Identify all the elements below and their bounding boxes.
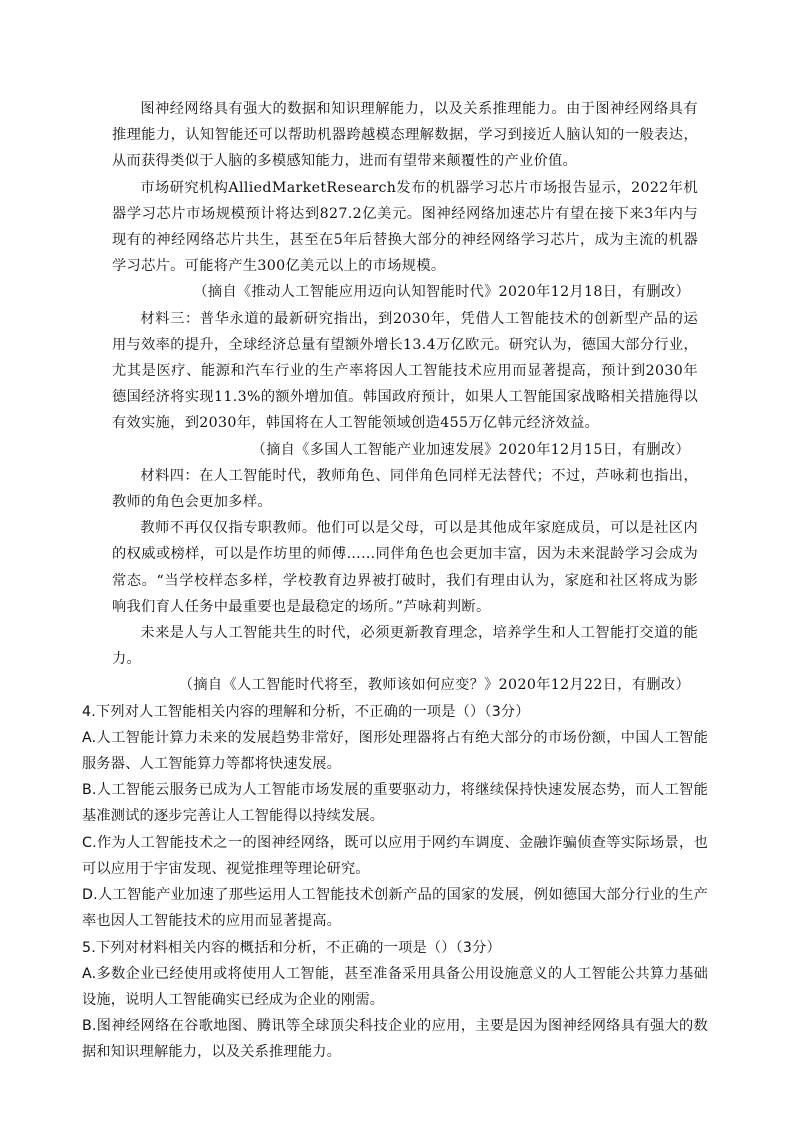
passage-paragraph: 教师不再仅仅指专职教师。他们可以是父母，可以是其他成年家庭成员，可以是社区内的权威或榜样，可以是作坊里的师傅……同伴角色也会更加丰富，因为未来混龄学习会成为常态。“当学校样态多样，学校教育边界被打破时，我们有理由认为，家庭和社区将成为影响我们育人任务中最重要也是最稳定的场所。”芦咏莉判断。 [112,520,698,615]
source-citation: （摘自《多国人工智能产业加速发展》2020年12月15日，有删改） [251,441,690,458]
question-4-option-c: C.作为人工智能技术之一的图神经网络，既可以应用于网约车调度、金融诈骗侦查等实际场景，也可以应用于宇宙发现、视觉推理等理论研究。 [82,834,708,877]
passage-paragraph: 市场研究机构AlliedMarketResearch发布的机器学习芯片市场报告显示，2022年机器学习芯片市场规模预计将达到827.2亿美元。图神经网络加速芯片有望在接下来3年内与现有的神经网络芯片共生，甚至在5年后替换大部分的神经网络学习芯片，成为主流的机器学习芯片。可能将产生300亿美元以上的市场规模。 [112,179,698,275]
material-three: 材料三：普华永道的最新研究指出，到2030年，凭借人工智能技术的创新型产品的运用与效率的提升，全球经济总量有望额外增长13.4万亿欧元。研究认为，德国大部分行业，尤其是医疗、能源和汽车行业的生产率将因人工智能技术应用而显著提高，预计到2030年德国经济将实现11.3%的额外增加值。韩国政府预计，如果人工智能国家战略相关措施得以有效实施，到2030年，韩国将在人工智能领域创造455万亿韩元经济效益。 [112,310,698,432]
question-4-stem: 4.下列对人工智能相关内容的理解和分析，不正确的一项是（）（3分） [82,703,530,720]
source-citation: （摘自《推动人工智能应用迈向认知智能时代》2020年12月18日，有删改） [193,284,690,301]
question-4-option-d: D.人工智能产业加速了那些运用人工智能技术创新产品的国家的发展，例如德国大部分行业的生产率也因人工智能技术的应用而显著提高。 [82,887,708,930]
question-5-option-a: A.多数企业已经使用或将使用人工智能，甚至准备采用具备公用设施意义的人工智能公共算力基础设施，说明人工智能确实已经成为企业的刚需。 [82,965,708,1008]
material-four: 材料四：在人工智能时代，教师角色、同伴角色同样无法替代；不过，芦咏莉也指出，教师的角色会更加多样。 [112,467,698,511]
question-4-option-b: B.人工智能云服务已成为人工智能市场发展的重要驱动力，将继续保持快速发展态势，而人工智能基准测试的逐步完善让人工智能得以持续发展。 [82,782,708,825]
source-citation: （摘自《人工智能时代将至，教师该如何应变？》2020年12月22日，有删改） [178,677,690,694]
passage-paragraph: 图神经网络具有强大的数据和知识理解能力，以及关系推理能力。由于图神经网络具有推理能力，认知智能还可以帮助机器跨越模态理解数据，学习到接近人脑认知的一般表达，从而获得类似于人脑的多模感知能力，进而有望带来颠覆性的产业价值。 [112,101,698,170]
question-5-option-b: B.图神经网络在谷歌地图、腾讯等全球顶尖科技企业的应用，主要是因为图神经网络具有强大的数据和知识理解能力，以及关系推理能力。 [82,1018,708,1061]
passage-paragraph: 未来是人与人工智能共生的时代，必须更新教育理念，培养学生和人工智能打交道的能力。 [112,625,698,668]
question-4-option-a: A.人工智能计算力未来的发展趋势非常好，图形处理器将占有绝大部分的市场份额，中国人工智能服务器、人工智能算力等都将快速发展。 [82,729,708,773]
question-5-stem: 5.下列对材料相关内容的概括和分析，不正确的一项是（）（3分） [82,939,501,956]
